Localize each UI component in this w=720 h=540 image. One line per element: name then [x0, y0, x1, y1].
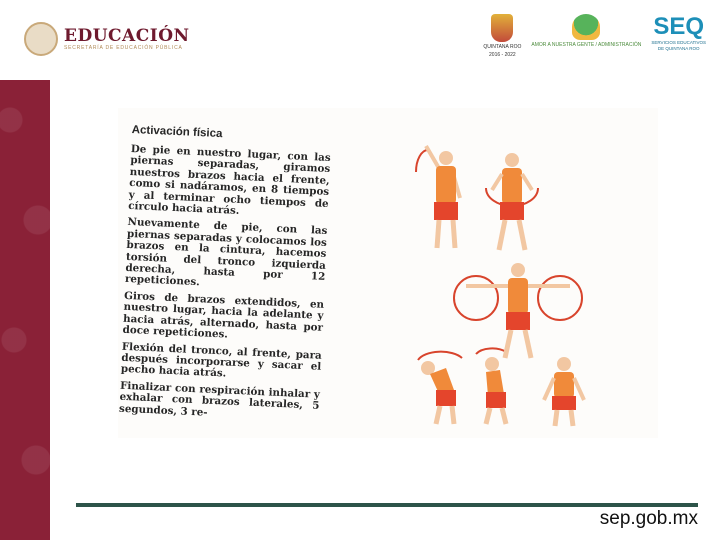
quintana-roo-shield-icon [491, 14, 513, 42]
article-title: Activación física [131, 124, 223, 141]
sep-logo [24, 22, 190, 56]
article-text [119, 124, 332, 429]
decorative-sidebar [0, 80, 50, 540]
exercise-figure-6 [544, 357, 584, 426]
footer-url[interactable]: sep.gob.mx [599, 508, 698, 529]
footer-rule [76, 503, 698, 507]
header [0, 0, 720, 80]
article-paragraph: Flexión del tronco, al frente, para después incorporarse y sacar el pecho hacia atrás. [120, 340, 322, 380]
exercise-figure-5 [485, 357, 506, 424]
partner-logos [473, 14, 706, 58]
seq-logo [651, 14, 706, 52]
state-motto-logo [531, 14, 641, 48]
seq-logo-icon: SEQ [653, 13, 705, 40]
exercise-illustrations [406, 128, 658, 428]
scanned-page [118, 108, 658, 438]
quintana-roo-label: QUINTANA ROO [483, 44, 522, 50]
state-motto: AMOR A NUESTRA GENTE / ADMINISTRACIÓN [531, 42, 642, 48]
tree-logo-icon [572, 14, 600, 40]
sep-title: EDUCACIÓN [64, 25, 190, 46]
sep-logo-text [64, 27, 190, 52]
exercise-figure-1 [426, 146, 460, 248]
quintana-roo-years: 2016 - 2022 [489, 52, 516, 58]
exercise-figure-2 [492, 153, 532, 250]
sep-subtitle: SECRETARÍA DE EDUCACIÓN PÚBLICA [64, 44, 183, 51]
article-paragraph: Nuevamente de pie, con las piernas separadas y colocamos los brazos en la cintura, hacemos torsión del tronco izquierda derecha, hasta por 12 repeticiones. [124, 216, 328, 289]
article-paragraph: Giros de brazos extendidos, en nuestro lugar, hacia la adelante y hacia atrás, alternado, hasta por doce repeticiones. [122, 289, 325, 341]
quintana-roo-logo [483, 14, 521, 58]
government-seal-icon [24, 22, 58, 56]
seq-subtitle-1: SERVICIOS EDUCATIVOS [651, 40, 706, 45]
seq-subtitle-2: DE QUINTANA ROO [657, 46, 700, 51]
exercise-figure-4 [421, 361, 456, 424]
article-paragraph: De pie en nuestro lugar, con las piernas separadas, giramos nuestros brazos hacia el frente, como si nadáramos, en 8 tiempos y al terminar ocho tiempos de círculo hacia atrás. [128, 142, 331, 217]
article-paragraph: Finalizar con respiración inhalar y exhalar con brazos laterales, 5 segundos, 3 re- [118, 379, 321, 419]
